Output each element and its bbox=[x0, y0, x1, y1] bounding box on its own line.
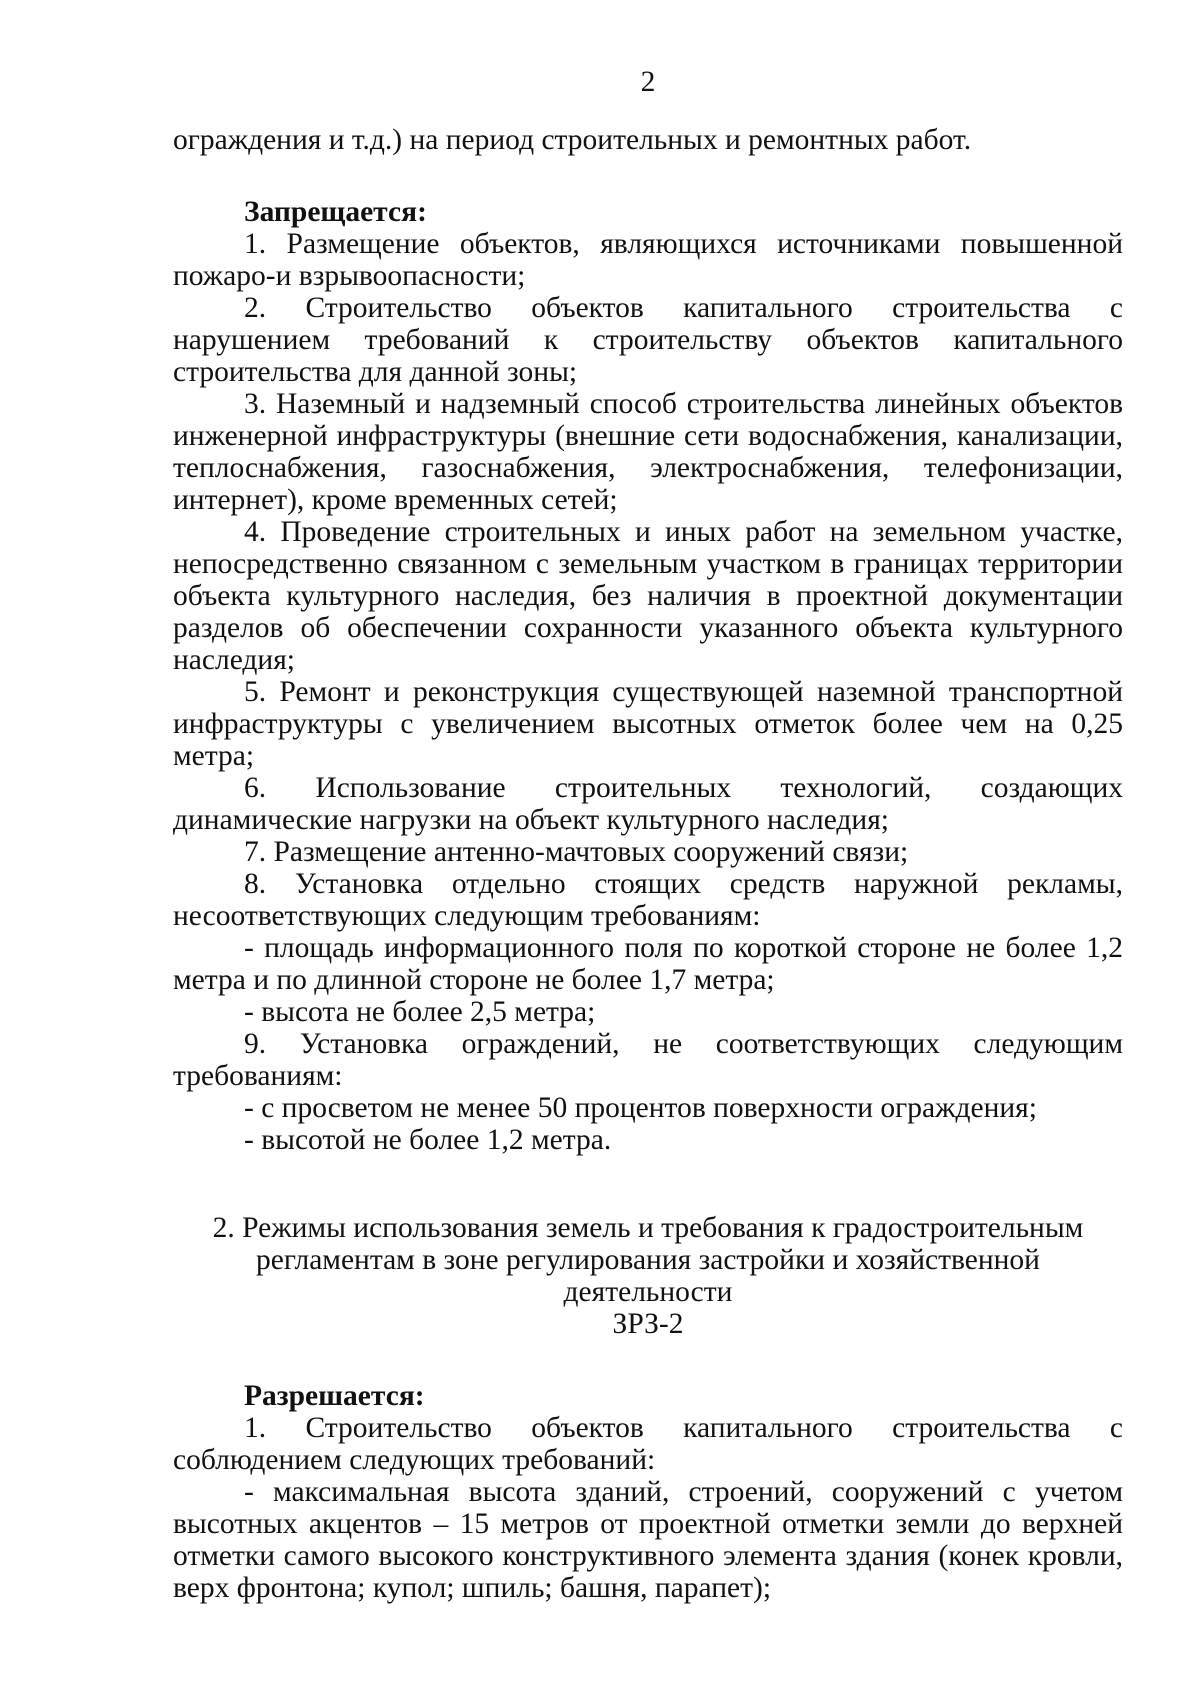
prohibited-item-1: 1. Размещение объектов, являющихся источниками повышенной пожаро-и взрывоопасности; bbox=[173, 228, 1123, 292]
prohibited-item-9: 9. Установка ограждений, не соответствующих следующим требованиям: bbox=[173, 1028, 1123, 1092]
prohibited-item-8-sub-1: - площадь информационного поля по короткой стороне не более 1,2 метра и по длинной стороне не более 1,7 метра; bbox=[173, 932, 1123, 996]
prohibited-heading: Запрещается: bbox=[244, 196, 427, 228]
allowed-item-1: 1. Строительство объектов капитального строительства с соблюдением следующих требований: bbox=[173, 1412, 1123, 1476]
continuation-paragraph: ограждения и т.д.) на период строительных и ремонтных работ. bbox=[173, 124, 972, 156]
document-body bbox=[173, 124, 1123, 1604]
prohibited-item-9-sub-1: - с просветом не менее 50 процентов поверхности ограждения; bbox=[244, 1092, 1037, 1124]
allowed-heading: Разрешается: bbox=[244, 1380, 425, 1412]
prohibited-item-6: 6. Использование строительных технологий, создающих динамические нагрузки на объект культурного наследия; bbox=[173, 772, 1123, 836]
prohibited-item-8: 8. Установка отдельно стоящих средств наружной рекламы, несоответствующих следующим требованиям: bbox=[173, 868, 1123, 932]
prohibited-item-7: 7. Размещение антенно-мачтовых сооружений связи; bbox=[244, 836, 909, 868]
prohibited-item-2: 2. Строительство объектов капитального строительства с нарушением требований к строительству объектов капитального строительства для данной зоны; bbox=[173, 292, 1123, 388]
prohibited-item-3: 3. Наземный и надземный способ строительства линейных объектов инженерной инфраструктуры (внешние сети водоснабжения, канализации, теплоснабжения, газоснабжения, электроснабжения, телефонизации, интернет), кроме временных сетей; bbox=[173, 388, 1123, 516]
prohibited-item-5: 5. Ремонт и реконструкция существующей наземной транспортной инфраструктуры с увеличением высотных отметок более чем на 0,25 метра; bbox=[173, 676, 1123, 772]
allowed-item-1-sub-1: - максимальная высота зданий, строений, сооружений с учетом высотных акцентов – 15 метров от проектной отметки земли до верхней отметки самого высокого конструктивного элемента здания (конек кровли, верх фронтона; купол; шпиль; башня, парапет); bbox=[173, 1476, 1123, 1604]
prohibited-item-8-sub-2: - высота не более 2,5 метра; bbox=[244, 996, 596, 1028]
prohibited-item-4: 4. Проведение строительных и иных работ на земельном участке, непосредственно связанном с земельным участком в границах территории объекта культурного наследия, без наличия в проектной документации разделов об обеспечении сохранности указанного объекта культурного наследия; bbox=[173, 516, 1123, 676]
prohibited-item-9-sub-2: - высотой не более 1,2 метра. bbox=[244, 1124, 612, 1156]
section-2-title-line-2: регламентам в зоне регулирования застройки и хозяйственной деятельности bbox=[256, 1244, 1040, 1308]
section-2-title-line-3: ЗРЗ-2 bbox=[612, 1308, 684, 1340]
page-number: 2 bbox=[640, 66, 656, 98]
section-2-title-line-1: 2. Режимы использования земель и требования к градостроительным bbox=[212, 1212, 1084, 1244]
